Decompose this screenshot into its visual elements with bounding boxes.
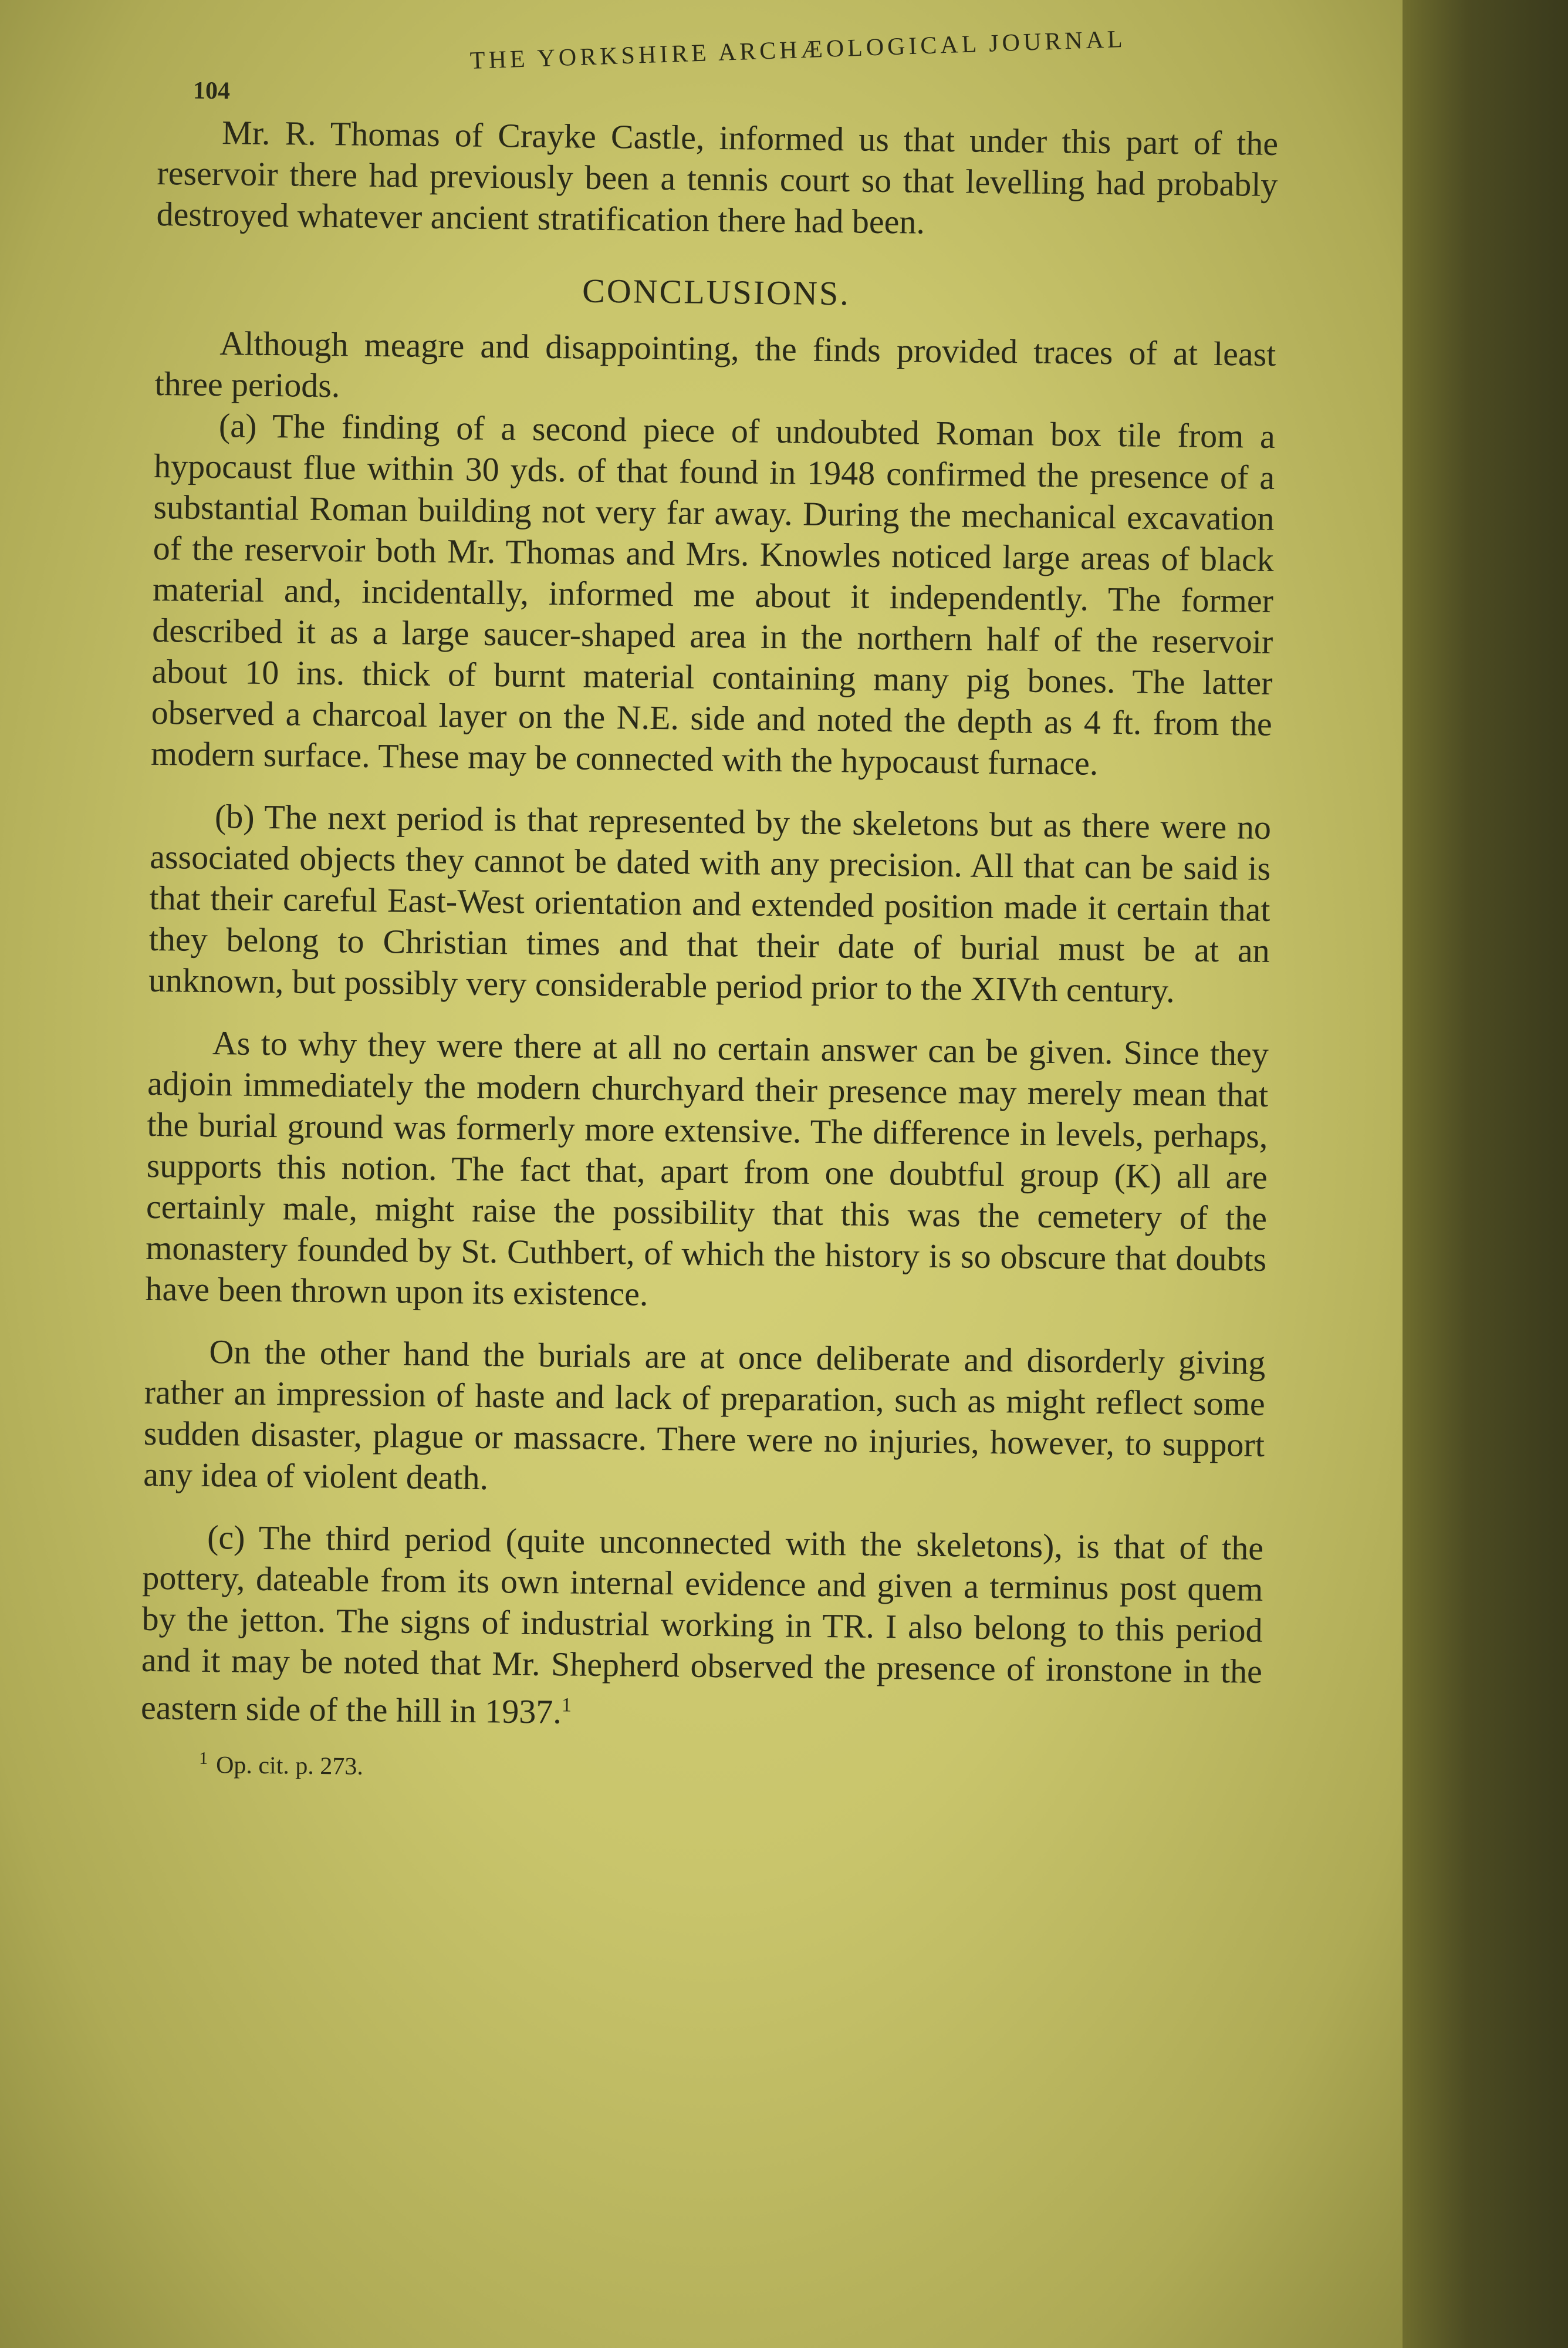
lead-paragraph: Although meagre and disappointing, the finds provided traces of at least three periods.: [154, 324, 1276, 405]
footnote-text: Op. cit. p. 273.: [215, 1752, 364, 1781]
book-gutter: [1403, 0, 1568, 2348]
paragraph-b-cause: As to why they were there at all no certain answer can be given. Since they adjoin immediately the modern churchyard their presence may merely mean that the burial ground was formerly more extensive. The difference in levels, perhaps, supports this notion. The fact that, apart from one doubtful group (K) all are certainly male, might raise the possibility that this was the cemetery of the monastery founded by St. Cuthbert, of which the history is so obscure that doubts have been thrown upon its existence.: [145, 1024, 1269, 1313]
footnote-mark: 1: [199, 1749, 208, 1769]
paragraph-b: (b) The next period is that represented by the skeletons but as there were no associated objects they cannot be dated with any precision. All that can be said is that their careful East-West orientation and extended position made it certain that they belong to Christian times and that their date of burial must be at an unknown, but possibly very considerable period prior to the XIVth century.: [148, 797, 1272, 1010]
intro-paragraph: Mr. R. Thomas of Crayke Castle, informed us that under this part of the reservoir there had previously been a tennis court so that levelling had probably destroyed whatever ancient stratification there had been.: [156, 113, 1279, 241]
paragraph-c: [141, 1516, 1264, 1740]
page-number: 104: [192, 77, 231, 105]
footnote-reference: 1: [561, 1694, 572, 1716]
paragraph-a: (a) The finding of a second piece of undoubted Roman box tile from a hypocaust flue within 30 yds. of that found in 1948 confirmed the presence of a substantial Roman building not very far away. During the mechanical excavation of the reservoir both Mr. Thomas and Mrs. Knowles noticed large areas of black material and, incidentally, informed me about it independently. The former described it as a large saucer-shaped area in the northern half of the reservoir about 10 ins. thick of burnt material containing many pig bones. The latter observed a charcoal layer on the N.E. side and noted the depth as 4 ft. from the modern surface. These may be connected with the hypocaust furnace.: [150, 406, 1276, 782]
running-head: [158, 25, 1279, 123]
journal-title: THE YORKSHIRE ARCHÆOLOGICAL JOURNAL: [469, 25, 1127, 75]
section-heading: CONCLUSIONS.: [582, 271, 851, 313]
page-text: [140, 25, 1279, 1790]
paragraph-b-alternative: On the other hand the burials are at once deliberate and disorderly giving rather an impression of haste and lack of preparation, such as might reflect some sudden disaster, plague or massacre. There were no injuries, however, to support any idea of violent death.: [143, 1332, 1266, 1497]
paragraph-c-text: (c) The third period (quite unconnected with the skeletons), is that of the pottery, dateable from its own internal evidence and given a terminus post quem by the jetton. The signs of industrial working in TR. I also belong to this period and it may be noted that Mr. Shepherd observed the presence of ironstone in the eastern side of the hill in 1937.: [140, 1518, 1264, 1731]
